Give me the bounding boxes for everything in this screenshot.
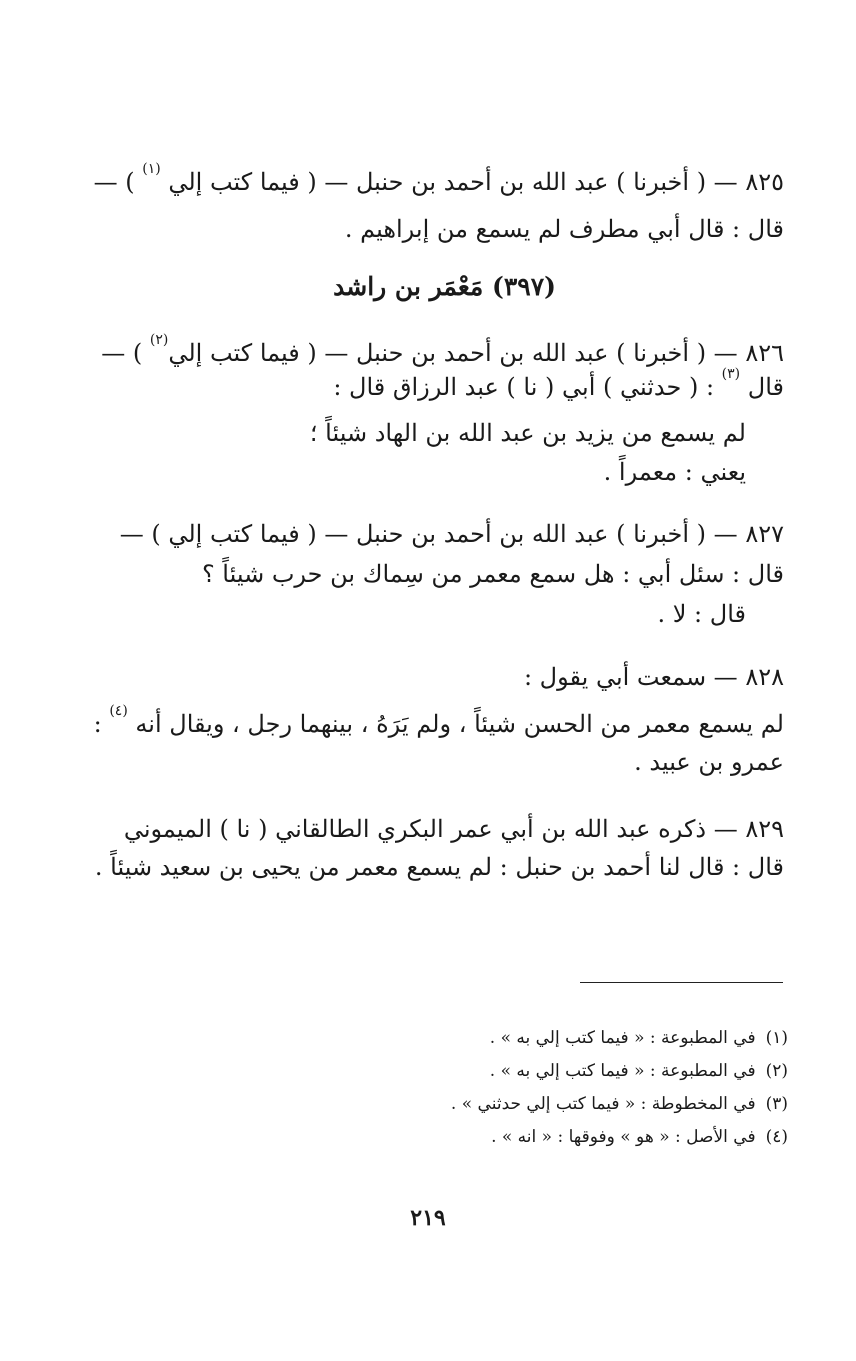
entry-826-line3: لم يسمع من يزيد بن عبد الله بن الهاد شيئاً ؛ xyxy=(309,419,746,447)
footnote-text: في المطبوعة : « فيما كتب إلي به » . xyxy=(489,1061,756,1081)
footnote-text: في الأصل : « هو » وفوقها : « انه » . xyxy=(491,1127,756,1147)
entry-number: ٨٢٩ xyxy=(745,815,784,843)
footnote-separator xyxy=(580,982,783,983)
footnote-number: (١) xyxy=(765,1028,788,1048)
footnote-ref: (٤) xyxy=(109,703,128,719)
footnote-3 xyxy=(451,1091,788,1117)
entry-827-line1: ٨٢٧ — ( أخبرنا ) عبد الله بن أحمد بن حنبل — ( فيما كتب إلي ) — xyxy=(119,520,784,548)
page-number: ٢١٩ xyxy=(410,1205,446,1231)
entry-828-line2: لم يسمع معمر من الحسن شيئاً ، ولم يَرَهُ ، بينهما رجل ، ويقال أنه $^{(٤)}$ : xyxy=(93,703,784,738)
footnote-ref: (١) xyxy=(142,161,161,177)
footnote-1 xyxy=(490,1025,788,1051)
footnote-4 xyxy=(491,1124,788,1150)
entry-826-line1: ٨٢٦ — ( أخبرنا ) عبد الله بن أحمد بن حنبل — ( فيما كتب إلي$^{(٢)}$ ) — xyxy=(101,332,784,367)
entry-828-line1: ٨٢٨ — سمعت أبي يقول : xyxy=(523,663,784,691)
footnote-text: في المخطوطة : « فيما كتب إلي حدثني » . xyxy=(450,1094,756,1114)
footnote-number: (٤) xyxy=(765,1127,788,1147)
footnote-ref: (٢) xyxy=(149,332,169,348)
entry-826-line2: قال $^{(٣)}$ : ( حدثني ) أبي ( نا ) عبد الرزاق قال : xyxy=(333,366,784,401)
entry-number: ٨٢٥ xyxy=(745,168,784,196)
entry-number: ٨٢٧ xyxy=(745,520,784,548)
entry-828-line3: عمرو بن عبيد . xyxy=(634,748,784,776)
entry-829-line2: قال : قال لنا أحمد بن حنبل : لم يسمع معمر من يحيى بن سعيد شيئاً . xyxy=(94,853,784,881)
footnote-ref: (٣) xyxy=(721,366,741,382)
entry-827-line3: قال : لا . xyxy=(657,600,746,628)
footnote-text: في المطبوعة : « فيما كتب إلي به » . xyxy=(489,1028,756,1048)
entry-827-line2: قال : سئل أبي : هل سمع معمر من سِماك بن حرب شيئاً ؟ xyxy=(201,560,784,588)
entry-825-line1: ٨٢٥ — ( أخبرنا ) عبد الله بن أحمد بن حنبل — ( فيما كتب إلي $^{(١)}$ ) — xyxy=(93,161,784,196)
entry-829-line1: ٨٢٩ — ذكره عبد الله بن أبي عمر البكري الطالقاني ( نا ) الميموني xyxy=(123,815,784,843)
entry-number: ٨٢٨ xyxy=(745,663,784,691)
entry-825-line2: قال : قال أبي مطرف لم يسمع من إبراهيم . xyxy=(344,215,784,243)
footnote-number: (٣) xyxy=(765,1094,788,1114)
section-heading: (٣٩٧) مَعْمَر بن راشد xyxy=(333,272,556,301)
entry-number: ٨٢٦ xyxy=(745,339,784,367)
entry-826-line4: يعني : معمراً . xyxy=(603,458,746,486)
footnote-number: (٢) xyxy=(765,1061,788,1081)
footnote-2 xyxy=(490,1058,788,1084)
